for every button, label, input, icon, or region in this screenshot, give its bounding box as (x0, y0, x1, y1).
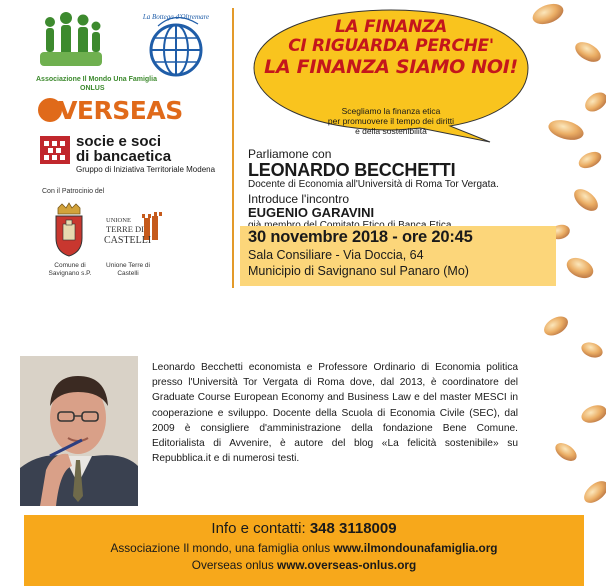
overseas-website-link[interactable]: www.overseas-onlus.org (277, 558, 417, 572)
speaker-portrait (20, 356, 138, 506)
event-details (240, 226, 556, 286)
unione-text-2: TERRE DI (106, 224, 145, 234)
contact-footer (24, 515, 584, 586)
patrocinio-label: Con il Patrocinio del (42, 188, 105, 195)
comune-crest-icon (52, 202, 86, 258)
sponsors-column (0, 0, 232, 290)
family-figures-icon (36, 12, 106, 74)
assoc-website-link[interactable]: www.ilmondounafamiglia.org (333, 541, 498, 555)
contact-line (24, 520, 584, 537)
subtitle-line3: e della sostenibilità (355, 126, 427, 136)
il-mondo-una-famiglia-logo (36, 12, 157, 92)
headline (250, 18, 532, 78)
assoc-caption: Associazione Il Mondo Una Famiglia (36, 76, 157, 83)
event-venue: Sala Consiliare - Via Doccia, 64 (248, 248, 424, 262)
speaker-role: Docente di Economia all'Università di Roma Tor Vergata. (248, 179, 499, 190)
assoc-contact-line (24, 541, 584, 555)
overseas-logo-text: OVERSEAS (38, 96, 183, 125)
bancaetica-line1: socie e soci (76, 133, 162, 150)
unione-terre-castelli-logo (104, 212, 164, 252)
overseas-label: Overseas onlus (191, 558, 274, 572)
assoc-onlus: ONLUS (80, 85, 105, 92)
overseas-contact-line (24, 558, 584, 572)
contact-label: Info e contatti: (211, 520, 306, 537)
unione-text-1: UNIONE (106, 217, 131, 224)
speaker-bio: Leonardo Becchetti economista e Professore Ordinario di Economia politica presso l'Università Tor Vergata di Roma dove, dal 2013, è coordinatore del Graduate Course European Economy and Business Law e del master MESCI in cooperazione e sviluppo. Docente della Scuola di Economia Civile (SEC), dal 2009 è consigliere d'amministrazione della fondazione Bene Comune. Editorialista di Avvenire, è autore del blog «La felicità sostenibile» su Repubblica.it e di numerosi testi. (152, 362, 518, 465)
moderator-name: EUGENIO GARAVINI (248, 205, 375, 220)
speaker-intro: Parliamone con (248, 147, 332, 161)
subtitle-line2: per promuovere il tempo dei diritti (327, 116, 455, 126)
headline-line2: CI RIGUARDA PERCHE' (288, 36, 494, 56)
bancaetica-line3: Gruppo di Iniziativa Territoriale Modena (76, 165, 216, 174)
event-place: Municipio di Savignano sul Panaro (Mo) (248, 264, 469, 278)
globe-icon (136, 8, 216, 88)
bancaetica-line2: di bancaetica (76, 148, 172, 165)
bottega-oltremare-logo (136, 8, 216, 88)
unione-caption: Unione Terre di Castelli (106, 262, 150, 277)
comune-caption: Comune di Savignano s.P. (48, 262, 92, 277)
assoc-label: Associazione Il mondo, una famiglia onlus (110, 541, 331, 555)
headline-line3: LA FINANZA SIAMO NOI! (264, 56, 518, 78)
subtitle-line1: Scegliamo la finanza etica (341, 106, 441, 116)
contact-phone[interactable]: 348 3118009 (309, 520, 397, 537)
speaker-name: LEONARDO BECCHETTI (248, 160, 456, 180)
bancaetica-mark-icon (40, 136, 70, 164)
headline-subtitle (300, 106, 482, 136)
headline-line1: LA FINANZA (335, 17, 447, 37)
bottega-ring-text: La Bottega d'Oltremare (142, 13, 210, 21)
speakers-block (248, 148, 598, 232)
moderator-intro: Introduce l'incontro (248, 192, 350, 206)
unione-text-3: CASTELLI (104, 235, 152, 246)
column-divider (232, 8, 234, 288)
event-date: 30 novembre 2018 - ore 20:45 (248, 228, 473, 246)
